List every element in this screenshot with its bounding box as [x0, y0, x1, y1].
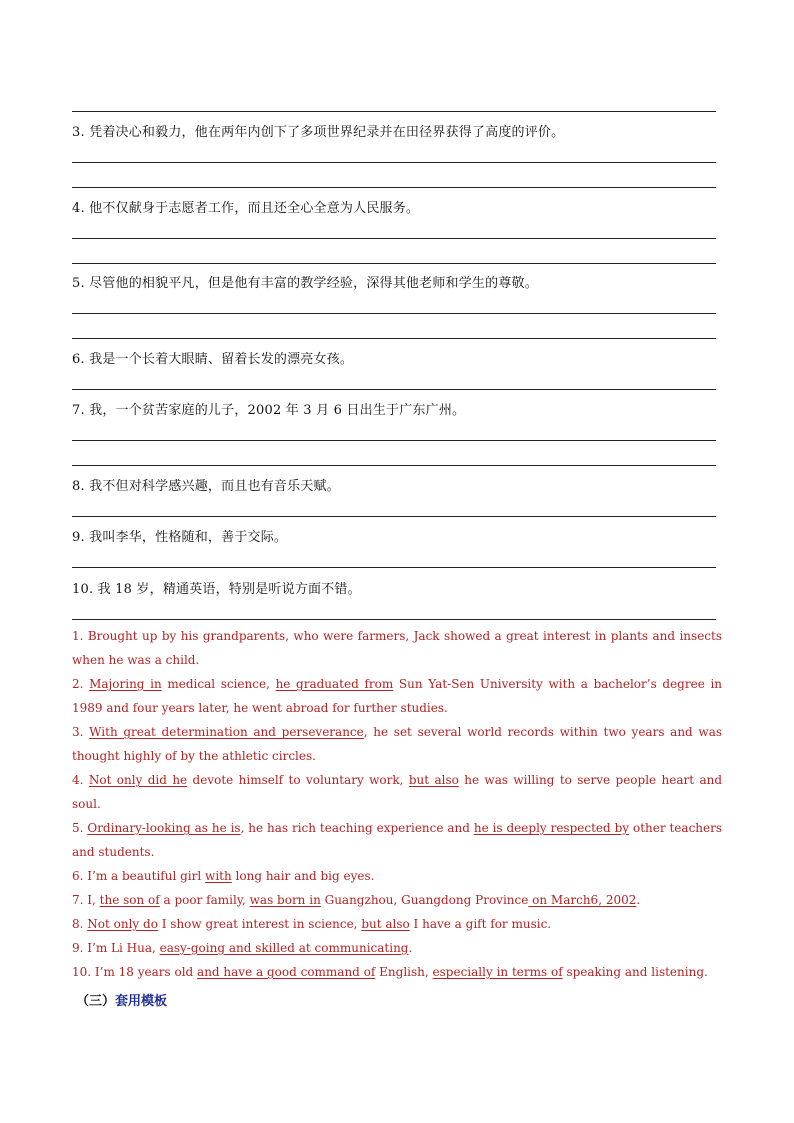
answer-line [72, 162, 716, 163]
answer-line [72, 111, 716, 112]
answer-3: 3. With great determination and perseverance, he set several world records within two years and was thought highly of by the athletic circles. [72, 725, 723, 763]
answer-6: 6. I’m a beautiful girl with long hair and big eyes. [72, 869, 375, 883]
answer-8: 8. Not only do I show great interest in science, but also I have a gift for music. [72, 917, 552, 931]
answer-9: 9. I’m Li Hua, easy-going and skilled at communicating. [72, 941, 413, 955]
answer-7: 7. I, the son of a poor family, was born in Guangzhou, Guangdong Province on March6, 2002. [72, 893, 641, 907]
question-8: 8. 我不但对科学感兴趣，而且也有音乐天赋。 [72, 479, 340, 494]
question-5: 5. 尽管他的相貌平凡，但是他有丰富的教学经验，深得其他老师和学生的尊敬。 [72, 276, 538, 291]
answer-line [72, 465, 716, 466]
answer-1: 1. Brought up by his grandparents, who were farmers, Jack showed a great interest in plants and insects when he was a child. [72, 629, 722, 667]
question-10: 10. 我 18 岁，精通英语，特别是听说方面不错。 [72, 582, 361, 597]
answer-line [72, 516, 716, 517]
section-title: 套用模板 [115, 994, 168, 1009]
answer-line [72, 313, 716, 314]
question-3: 3. 凭着决心和毅力，他在两年内创下了多项世界纪录并在田径界获得了高度的评价。 [72, 125, 565, 140]
answer-line [72, 238, 716, 239]
answer-4: 4. Not only did he devote himself to voluntary work, but also he was willing to serve people heart and soul. [72, 773, 723, 811]
answer-2: 2. Majoring in medical science, he graduated from Sun Yat-Sen University with a bachelor’s degree in 1989 and four years later, he went abroad for further studies. [72, 677, 723, 715]
answer-line [72, 389, 716, 390]
section-heading [76, 990, 167, 1009]
answer-line [72, 567, 716, 568]
question-6: 6. 我是一个长着大眼睛、留着长发的漂亮女孩。 [72, 352, 354, 367]
answer-line [72, 187, 716, 188]
answer-line [72, 619, 716, 620]
question-4: 4. 他不仅献身于志愿者工作，而且还全心全意为人民服务。 [72, 201, 420, 216]
question-7: 7. 我，一个贫苦家庭的儿子，2002 年 3 月 6 日出生于广东广州。 [72, 403, 466, 418]
answer-line [72, 440, 716, 441]
answer-5: 5. Ordinary-looking as he is, he has rich teaching experience and he is deeply respected by other teachers and students. [72, 821, 723, 859]
answer-key [72, 624, 722, 984]
answer-line [72, 338, 716, 339]
question-9: 9. 我叫李华，性格随和，善于交际。 [72, 530, 288, 545]
answer-10: 10. I’m 18 years old and have a good command of English, especially in terms of speaking and listening. [72, 965, 708, 979]
answer-line [72, 263, 716, 264]
section-prefix: （三） [76, 994, 116, 1009]
